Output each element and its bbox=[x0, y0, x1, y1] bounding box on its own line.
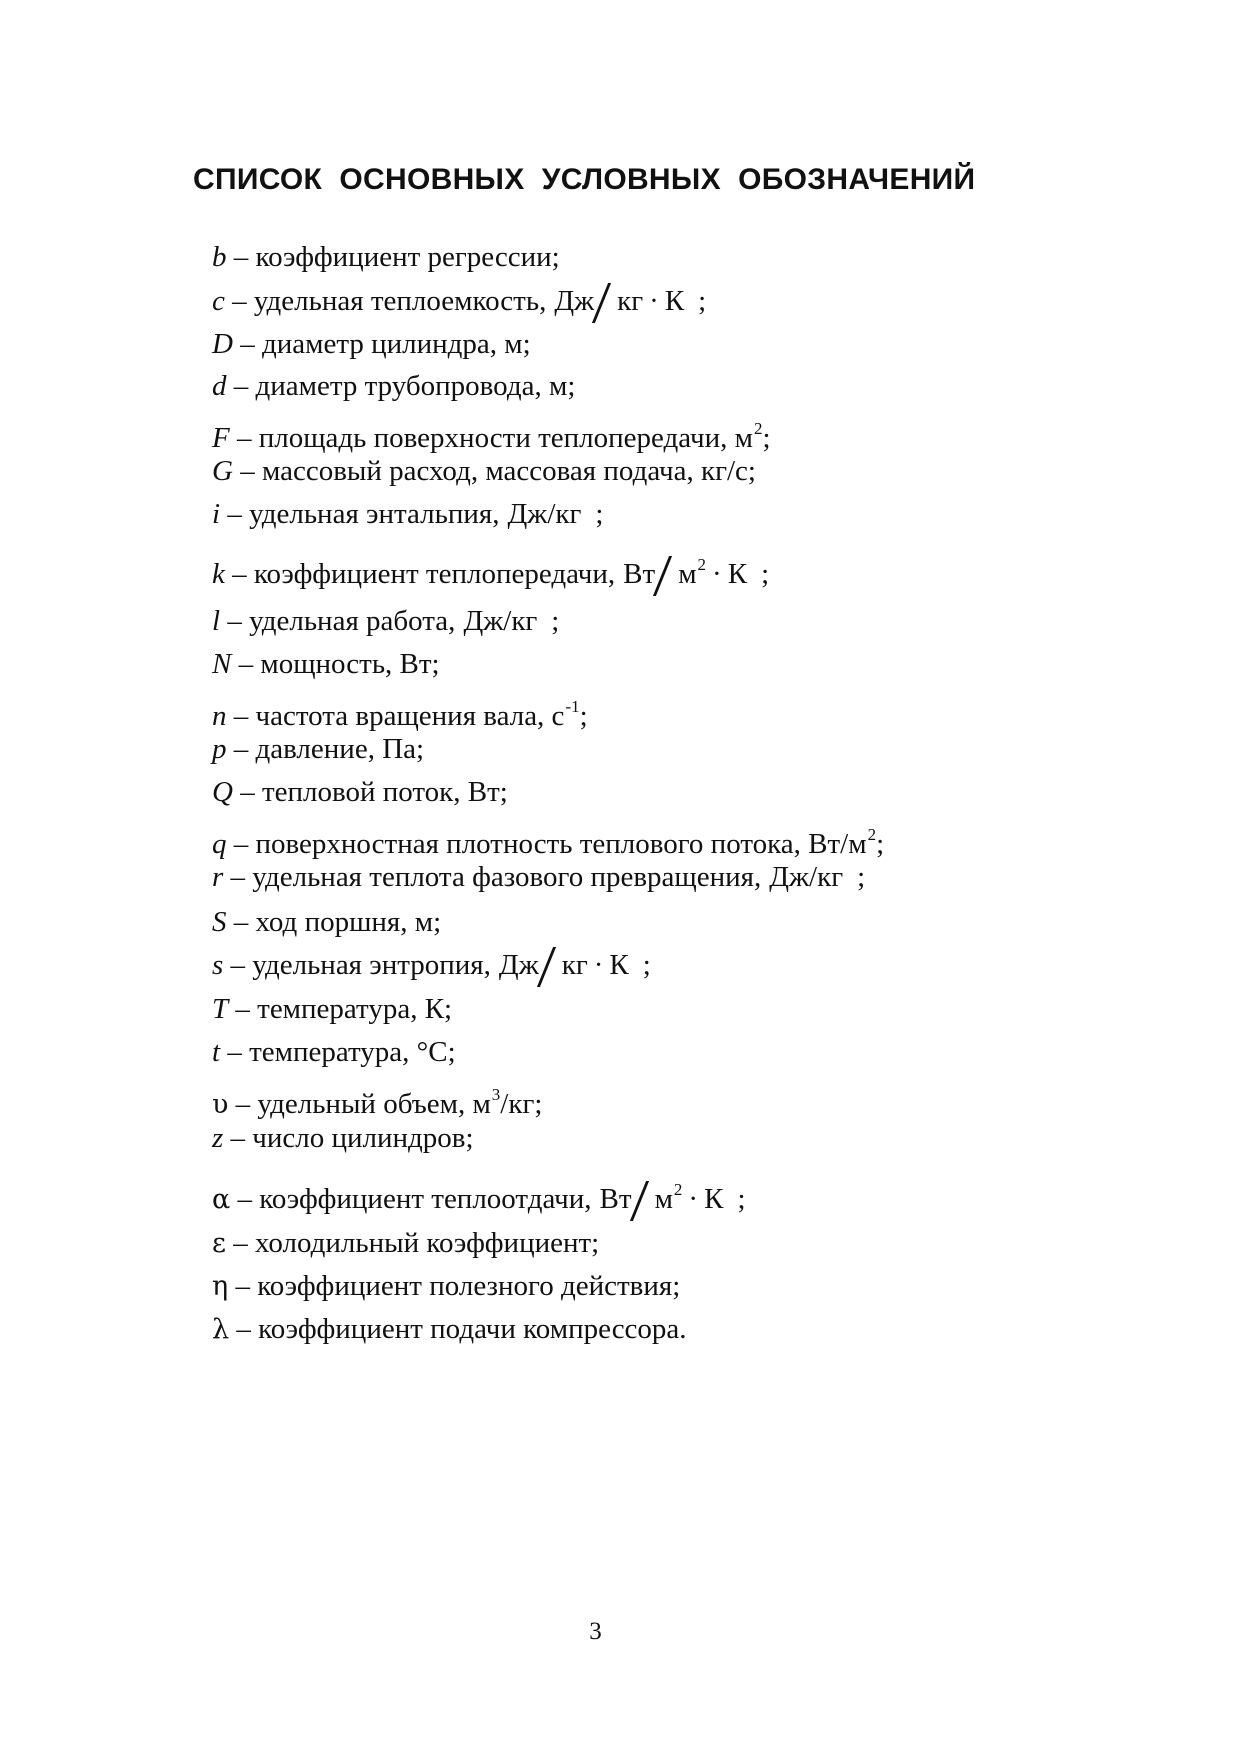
notation-item bbox=[212, 237, 560, 277]
superscript: 2 bbox=[867, 825, 877, 844]
notation-item bbox=[212, 729, 424, 769]
unit-numerator: Вт bbox=[623, 558, 656, 590]
unit: Дж/кг bbox=[769, 861, 844, 893]
unit-numerator: Вт bbox=[599, 1183, 632, 1215]
fraction-slash bbox=[629, 1181, 648, 1221]
unit: Дж/кг bbox=[463, 605, 538, 637]
notation-symbol: S bbox=[212, 906, 227, 938]
superscript: 2 bbox=[697, 555, 707, 574]
notation-description: – температура, К; bbox=[228, 993, 453, 1025]
notation-item bbox=[212, 945, 651, 987]
line-ending: ; bbox=[579, 700, 588, 732]
notation-item bbox=[212, 989, 452, 1029]
unit-denominator: м bbox=[654, 1183, 673, 1215]
unit-numerator: Дж bbox=[498, 949, 539, 981]
notation-symbol: G bbox=[212, 455, 233, 487]
notation-description: – диаметр цилиндра, м; bbox=[232, 328, 531, 360]
notation-description: – коэффициент подачи компрессора. bbox=[229, 1313, 687, 1345]
notation-description: – площадь поверхности теплопередачи, м bbox=[229, 422, 753, 454]
notation-symbol: s bbox=[212, 949, 224, 981]
notation-symbol: λ bbox=[212, 1314, 230, 1345]
unit-numerator: Дж bbox=[554, 285, 595, 317]
notation-item bbox=[212, 772, 508, 812]
line-ending: ; bbox=[642, 949, 651, 981]
unit-fraction bbox=[499, 945, 629, 987]
notation-symbol: n bbox=[212, 700, 227, 732]
unit-denominator-second: К bbox=[727, 558, 748, 590]
notation-item bbox=[212, 366, 575, 406]
unit-fraction bbox=[554, 281, 684, 323]
notation-description: – холодильный коэффициент; bbox=[226, 1227, 600, 1259]
line-ending: ; bbox=[551, 605, 560, 637]
notation-symbol: b bbox=[212, 241, 227, 273]
notation-description: – коэффициент регрессии; bbox=[226, 241, 560, 273]
line-ending: ; bbox=[762, 422, 771, 454]
superscript: -1 bbox=[565, 697, 580, 716]
notation-item bbox=[212, 1309, 687, 1350]
notation-symbol: d bbox=[212, 370, 227, 402]
unit-denominator-second: К bbox=[704, 1183, 724, 1215]
notation-description: – коэффициент теплопередачи, bbox=[224, 558, 616, 590]
notation-item bbox=[212, 324, 531, 364]
notation-symbol: z bbox=[212, 1122, 224, 1154]
notation-symbol: l bbox=[212, 605, 221, 637]
unit-denominator-second: К bbox=[609, 949, 629, 981]
multiply-dot: · bbox=[649, 285, 659, 317]
notation-description: – удельная теплоемкость, bbox=[224, 285, 547, 317]
notation-description: – мощность, Вт; bbox=[231, 648, 440, 680]
line-ending: ; bbox=[876, 828, 885, 860]
notation-symbol: t bbox=[212, 1036, 221, 1068]
notation-item bbox=[212, 1223, 599, 1264]
multiply-dot: · bbox=[712, 558, 722, 590]
line-ending: ; bbox=[857, 861, 866, 893]
notation-item bbox=[212, 281, 706, 323]
notation-description: – коэффициент теплоотдачи, bbox=[230, 1183, 592, 1215]
notation-item bbox=[212, 545, 769, 596]
notation-symbol: α bbox=[212, 1184, 231, 1215]
notation-symbol: q bbox=[212, 828, 227, 860]
notation-description: – диаметр трубопровода, м; bbox=[226, 370, 576, 402]
notation-symbol: υ bbox=[212, 1089, 229, 1120]
fraction-slash bbox=[653, 556, 672, 596]
notation-description: – коэффициент полезного действия; bbox=[228, 1270, 681, 1302]
notation-item bbox=[212, 1170, 746, 1221]
notation-item bbox=[212, 451, 756, 491]
notation-description: – число цилиндров; bbox=[223, 1122, 474, 1154]
page-title: СПИСОК ОСНОВНЫХ УСЛОВНЫХ ОБОЗНАЧЕНИЙ bbox=[193, 163, 976, 196]
notation-description: – удельная энтропия, bbox=[223, 949, 491, 981]
unit-denominator: м bbox=[678, 558, 697, 590]
notation-symbol: ε bbox=[212, 1228, 226, 1259]
notation-item bbox=[212, 1266, 680, 1307]
notation-description: – поверхностная плотность теплового потока, Вт/м bbox=[226, 828, 867, 860]
notation-symbol: η bbox=[212, 1271, 229, 1302]
page-number: 3 bbox=[589, 1618, 602, 1645]
unit-fraction bbox=[623, 545, 747, 596]
notation-item bbox=[212, 857, 865, 897]
notation-description: – удельная теплота фазового превращения, bbox=[223, 861, 762, 893]
multiply-dot: · bbox=[688, 1183, 699, 1215]
notation-symbol: r bbox=[212, 861, 224, 893]
notation-item bbox=[212, 902, 441, 942]
line-ending: ; bbox=[698, 285, 707, 317]
notation-description: – частота вращения вала, с bbox=[226, 700, 565, 732]
superscript: 3 bbox=[491, 1085, 501, 1104]
notation-item bbox=[212, 1118, 474, 1158]
notation-item bbox=[212, 1032, 456, 1072]
notation-symbol: p bbox=[212, 733, 227, 765]
fraction-slash bbox=[537, 947, 556, 987]
line-ending: ; bbox=[595, 498, 604, 530]
notation-description: – удельная энтальпия, bbox=[220, 498, 500, 530]
notation-symbol: D bbox=[212, 328, 233, 360]
unit-denominator: кг bbox=[617, 285, 644, 317]
superscript: 2 bbox=[753, 419, 763, 438]
unit-denominator: кг bbox=[561, 949, 588, 981]
notation-description: – удельный объем, м bbox=[228, 1088, 491, 1120]
line-ending: /кг; bbox=[500, 1088, 543, 1120]
unit-denominator-second: К bbox=[664, 285, 685, 317]
unit-fraction bbox=[600, 1170, 724, 1221]
notation-symbol: i bbox=[212, 498, 221, 530]
notation-symbol: T bbox=[212, 993, 229, 1025]
notation-symbol: Q bbox=[212, 776, 233, 808]
multiply-dot: · bbox=[593, 949, 604, 981]
notation-item bbox=[212, 644, 440, 684]
notation-description: – температура, °С; bbox=[220, 1036, 456, 1068]
notation-item bbox=[212, 601, 559, 641]
notation-symbol: c bbox=[212, 285, 225, 317]
line-ending: ; bbox=[761, 558, 770, 590]
unit: Дж/кг bbox=[507, 498, 582, 530]
notation-description: – тепловой поток, Вт; bbox=[232, 776, 508, 808]
notation-description: – ход поршня, м; bbox=[226, 906, 442, 938]
notation-symbol: N bbox=[212, 648, 232, 680]
fraction-slash bbox=[592, 283, 611, 323]
superscript: 2 bbox=[673, 1180, 683, 1199]
notation-description: – массовый расход, массовая подача, кг/с; bbox=[232, 455, 756, 487]
notation-symbol: k bbox=[212, 558, 225, 590]
notation-symbol: F bbox=[212, 422, 230, 454]
notation-item bbox=[212, 494, 603, 534]
notation-description: – удельная работа, bbox=[220, 605, 456, 637]
notation-description: – давление, Па; bbox=[226, 733, 425, 765]
line-ending: ; bbox=[737, 1183, 746, 1215]
